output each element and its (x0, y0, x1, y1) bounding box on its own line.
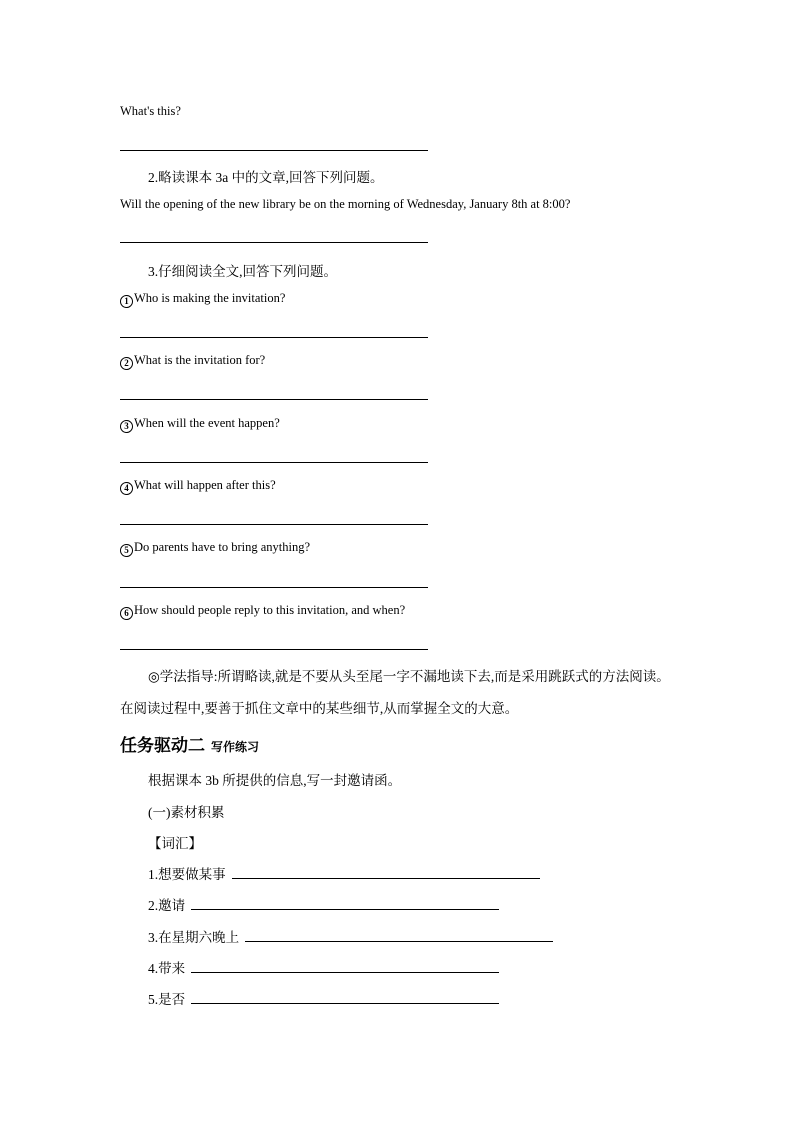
q3-item-5 (120, 540, 310, 557)
question-3-instruction: 3.仔细阅读全文,回答下列问题。 (148, 264, 337, 279)
q3-item-1 (120, 291, 285, 308)
q3-item-1-text: Who is making the invitation? (134, 291, 286, 305)
study-tip-line-2: 在阅读过程中,要善于抓住文章中的某些细节,从而掌握全文的大意。 (120, 701, 519, 716)
circled-number-3: 3 (120, 420, 133, 433)
vocab-blank-2[interactable] (191, 897, 499, 910)
vocab-blank-1[interactable] (232, 866, 540, 879)
q3-item-5-text: Do parents have to bring anything? (134, 540, 310, 554)
circled-number-2: 2 (120, 357, 133, 370)
study-tip-line-1: ◎学法指导:所谓略读,就是不要从头至尾一字不漏地读下去,而是采用跳跃式的方法阅读。 (148, 669, 670, 684)
circled-number-5: 5 (120, 544, 133, 557)
question-2-text: Will the opening of the new library be on the morning of Wednesday, January 8th at 8:00? (120, 197, 571, 211)
q3-item-6 (120, 603, 405, 620)
answer-line-3-5[interactable] (120, 587, 428, 588)
section-2-heading (120, 731, 259, 756)
vocab-item-5 (148, 988, 499, 1008)
answer-line-3-6[interactable] (120, 649, 428, 650)
section-2-subtitle: 写作练习 (211, 740, 260, 754)
vocab-blank-3[interactable] (245, 929, 553, 942)
circled-number-1: 1 (120, 295, 133, 308)
vocab-blank-4[interactable] (191, 960, 499, 973)
circled-number-6: 6 (120, 607, 133, 620)
q3-item-2-text: What is the invitation for? (134, 353, 266, 367)
answer-line-1[interactable] (120, 150, 428, 151)
q3-item-3 (120, 416, 280, 433)
vocab-item-2 (148, 894, 499, 914)
answer-line-2[interactable] (120, 242, 428, 243)
vocab-item-3 (148, 926, 553, 946)
answer-line-3-1[interactable] (120, 337, 428, 338)
q3-item-4-text: What will happen after this? (134, 478, 276, 492)
q3-item-6-text: How should people reply to this invitation, and when? (134, 603, 406, 617)
answer-line-3-2[interactable] (120, 399, 428, 400)
vocab-item-2-label: 2.邀请 (148, 898, 186, 913)
q3-item-4 (120, 478, 276, 495)
question-2-instruction: 2.略读课本 3a 中的文章,回答下列问题。 (148, 170, 384, 185)
vocab-item-5-label: 5.是否 (148, 992, 186, 1007)
vocab-item-1 (148, 863, 540, 883)
section-2-instruction: 根据课本 3b 所提供的信息,写一封邀请函。 (148, 773, 402, 788)
vocab-item-3-label: 3.在星期六晚上 (148, 930, 240, 945)
section-2-title: 任务驱动二 (120, 736, 205, 755)
q3-item-2 (120, 353, 265, 370)
vocab-item-4 (148, 957, 499, 977)
question-1-text: What's this? (120, 104, 181, 118)
vocab-blank-5[interactable] (191, 991, 499, 1004)
vocab-item-4-label: 4.带来 (148, 961, 186, 976)
vocab-item-1-label: 1.想要做某事 (148, 867, 226, 882)
answer-line-3-4[interactable] (120, 524, 428, 525)
material-accumulation-title: (一)素材积累 (148, 805, 225, 820)
vocabulary-title: 【词汇】 (148, 836, 202, 851)
q3-item-3-text: When will the event happen? (134, 416, 280, 430)
answer-line-3-3[interactable] (120, 462, 428, 463)
circled-number-4: 4 (120, 482, 133, 495)
